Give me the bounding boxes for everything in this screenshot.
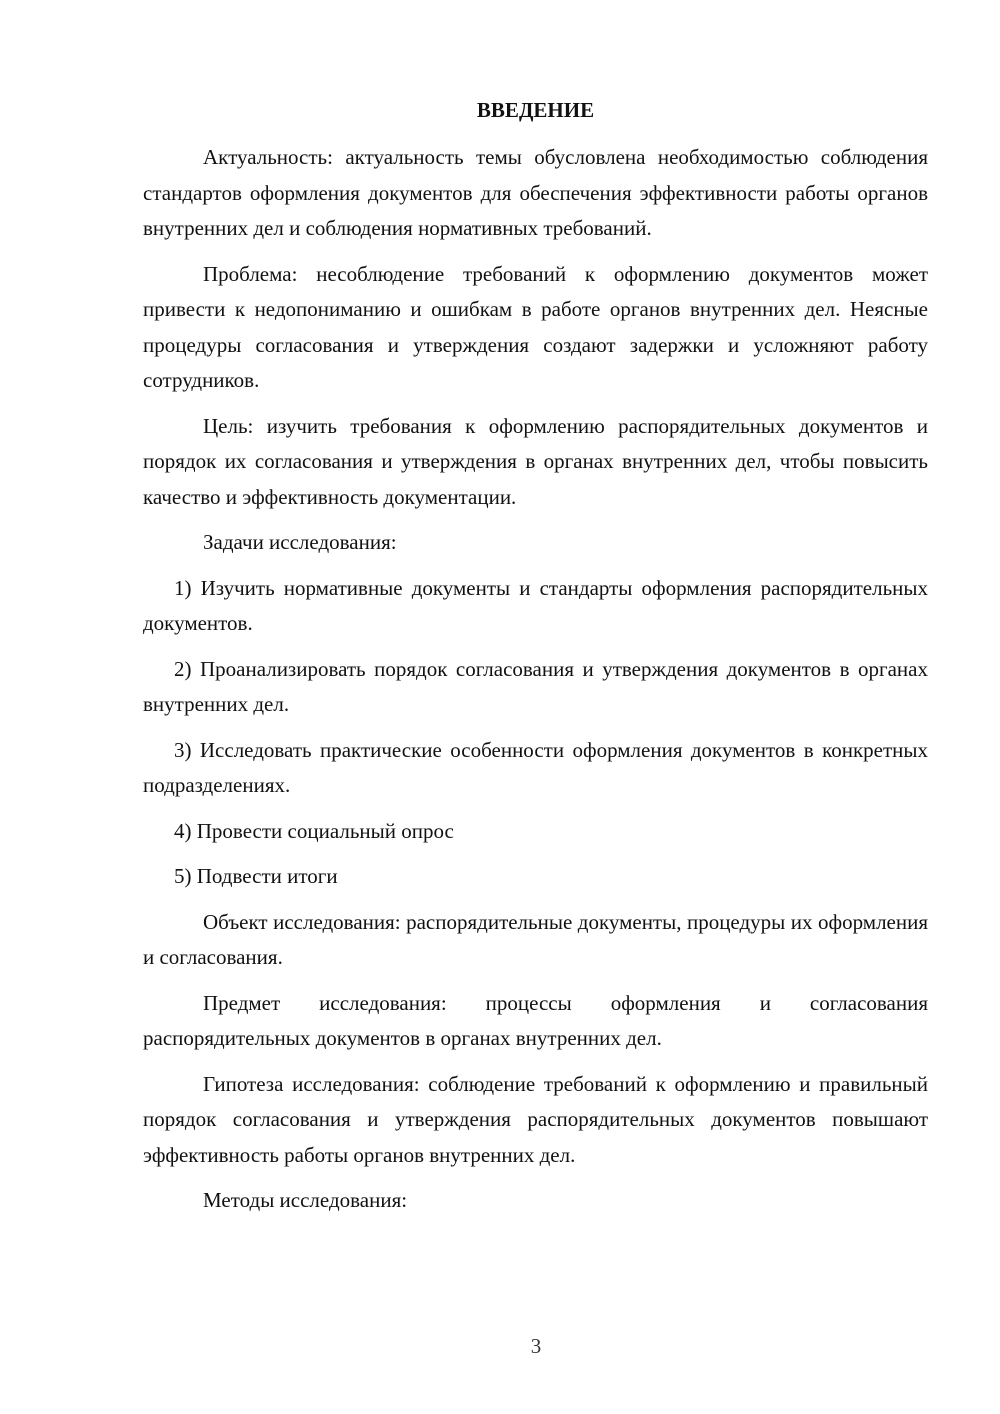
paragraph-relevance: Актуальность: актуальность темы обусловлена необходимостью соблюдения стандартов оформления документов для обеспечения эффективности работы органов внутренних дел и соблюдения нормативных требований.	[143, 145, 928, 240]
paragraph-subject: Предмет исследования: процессы оформления и согласования распорядительных документов в органах внутренних дел.	[143, 990, 928, 1050]
page-number: 3	[530, 1334, 542, 1358]
tasks-list	[143, 571, 928, 895]
list-item-task-4: 4) Провести социальный опрос	[174, 818, 454, 843]
paragraph-goal: Цель: изучить требования к оформлению распорядительных документов и порядок их согласования и утверждения в органах внутренних дел, чтобы повысить качество и эффективность документации.	[143, 413, 928, 509]
paragraph-methods-title: Методы исследования:	[203, 1188, 408, 1212]
list-item-task-2: 2) Проанализировать порядок согласования и утверждения документов в органах внутренних дел.	[143, 656, 928, 716]
paragraph-tasks-title: Задачи исследования:	[203, 530, 397, 554]
list-item-task-5: 5) Подвести итоги	[174, 864, 338, 888]
page-body	[143, 93, 928, 1229]
paragraph-problem: Проблема: несоблюдение требований к оформлению документов может привести к недопониманию и ошибкам в работе органов внутренних дел. Неясные процедуры согласования и утверждения создают задержки и усложняют работу сотрудников.	[143, 261, 928, 392]
list-item-task-3: 3) Исследовать практические особенности оформления документов в конкретных подразделениях.	[143, 737, 928, 797]
section-heading: ВВЕДЕНИЕ	[476, 98, 595, 122]
paragraph-hypothesis: Гипотеза исследования: соблюдение требований к оформлению и правильный порядок согласования и утверждения распорядительных документов повышают эффективность работы органов внутренних дел.	[143, 1071, 928, 1167]
paragraph-object: Объект исследования: распорядительные документы, процедуры их оформления и согласования.	[143, 909, 928, 969]
list-item-task-1: 1) Изучить нормативные документы и стандарты оформления распорядительных документов.	[143, 575, 928, 635]
